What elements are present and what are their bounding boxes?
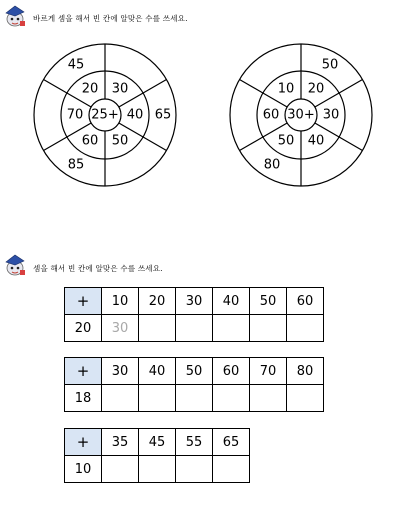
wheel-inner-number: 60 [262,107,280,123]
wheel-1 [32,42,178,188]
answer-cell[interactable] [102,385,139,412]
header-cell: 30 [102,358,139,385]
wheel-inner-number: 60 [81,133,99,149]
wheel-inner-number: 30 [322,107,340,123]
answer-cell[interactable]: 30 [102,315,139,342]
wheel-inner-number: 50 [111,133,129,149]
header-cell: 60 [213,358,250,385]
wheel-outer-cell[interactable]: 45 [67,57,85,73]
header-cell: 45 [139,429,176,456]
header-cell: 60 [287,288,324,315]
row-label-cell: 20 [65,315,102,342]
wheel-inner-number: 20 [81,81,99,97]
answer-cell[interactable] [176,385,213,412]
wheel-inner-number: 70 [66,107,84,123]
wheel-outer-cell[interactable]: 80 [263,157,281,173]
wheel-center: 25+ [91,107,119,123]
answer-cell[interactable] [213,456,250,483]
instruction-1: 바르게 셈을 해서 빈 칸에 알맞은 수를 쓰세요. [33,14,188,23]
answer-cell[interactable] [250,315,287,342]
header-cell: 40 [213,288,250,315]
header-cell: 55 [176,429,213,456]
mascot-icon [3,4,27,28]
wheel-inner-number: 10 [277,81,295,97]
header-cell: 70 [250,358,287,385]
header-cell: 20 [139,288,176,315]
wheel-inner-number: 40 [307,133,325,149]
wheel-2 [228,42,374,188]
answer-cell[interactable] [102,456,139,483]
header-cell: 10 [102,288,139,315]
operator-cell: + [65,288,102,315]
header-cell: 35 [102,429,139,456]
answer-cell[interactable] [287,315,324,342]
wheel-inner-number: 50 [277,133,295,149]
operator-cell: + [65,429,102,456]
wheel-inner-number: 20 [307,81,325,97]
addition-table-3 [64,428,250,483]
header-cell: 65 [213,429,250,456]
header-cell: 80 [287,358,324,385]
mascot-icon [3,253,27,277]
answer-cell[interactable] [139,315,176,342]
answer-cell[interactable] [287,385,324,412]
answer-cell[interactable] [250,385,287,412]
header-cell: 40 [139,358,176,385]
instruction-2: 셈을 해서 빈 칸에 알맞은 수를 쓰세요. [33,264,163,273]
answer-cell[interactable] [213,385,250,412]
wheel-outer-cell[interactable]: 50 [321,57,339,73]
addition-table-2 [64,357,324,412]
operator-cell: + [65,358,102,385]
answer-cell[interactable] [213,315,250,342]
row-label-cell: 10 [65,456,102,483]
header-cell: 30 [176,288,213,315]
row-label-cell: 18 [65,385,102,412]
wheel-inner-number: 30 [111,81,129,97]
wheel-outer-cell[interactable]: 85 [67,157,85,173]
header-cell: 50 [176,358,213,385]
addition-table-1 [64,287,324,342]
answer-cell[interactable] [176,315,213,342]
answer-cell[interactable] [139,456,176,483]
wheel-inner-number: 40 [126,107,144,123]
answer-cell[interactable] [176,456,213,483]
header-cell: 50 [250,288,287,315]
wheel-center: 30+ [287,107,315,123]
answer-cell[interactable] [139,385,176,412]
wheel-outer-cell[interactable]: 65 [154,107,172,123]
